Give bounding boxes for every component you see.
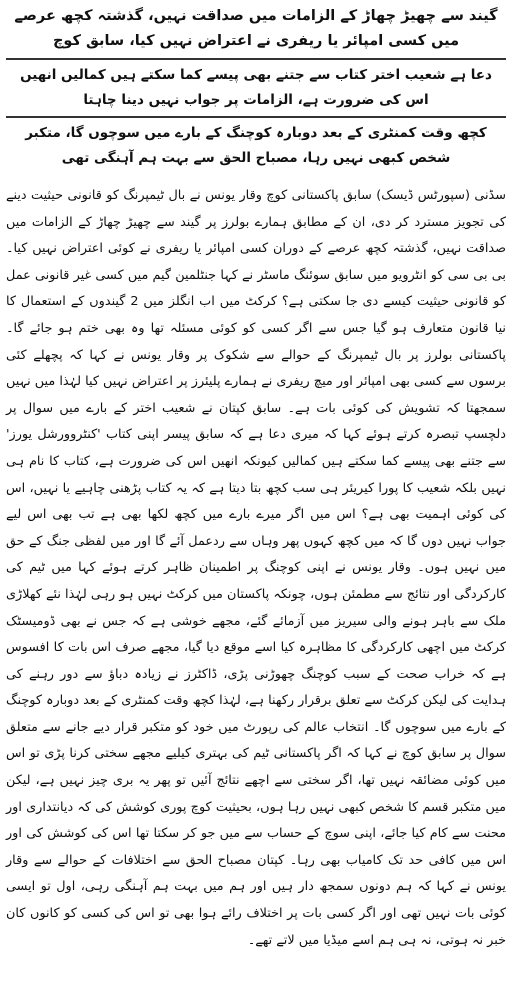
divider-2 <box>6 116 506 118</box>
headline: گیند سے چھیڑ چھاڑ کے الزامات میں صداقت نہیں، گذشتہ کچھ عرصے میں کسی امپائر یا ریفری نے اعتراض نہیں کیا، سابق کوچ <box>14 8 498 49</box>
divider-1 <box>6 58 506 60</box>
article-body <box>6 183 506 954</box>
article-paragraph: سڈنی (سپورٹس ڈیسک) سابق پاکستانی کوچ وقار یونس نے بال ٹیمپرنگ کو قانونی حیثیت دینے کی تجویز مسترد کر دی، ان کے مطابق ہمارے بولرز پر گیند سے چھیڑ چھاڑ کے الزامات میں صداقت نہیں، گذشتہ کچھ عرصے کے دوران کسی امپائر یا ریفری نے کوئی اعتراض نہیں کیا۔ بی بی سی کو انٹرویو میں سابق سوئنگ ماسٹر نے کہا جنٹلمین گیم میں کسی غیر قانونی عمل کو قانونی حیثیت کیسے دی جا سکتی ہے؟ کرکٹ میں اب انگلز میں 2 گیندوں کے استعمال کا نیا قانون متعارف ہو گیا جس سے اگر کسی کو کوئی مسئلہ تھا وہ بھی ختم ہو جائے گا۔ پاکستانی بولرز پر بال ٹیمپرنگ کے حوالے سے شکوک پر وقار یونس نے کہا کہ پچھلے کئی برسوں سے کسی بھی امپائر اور میچ ریفری نے ہمارے پلیئرز پر اعتراض نہیں کیا لہٰذا میں نہیں سمجھتا کہ تشویش کی کوئی بات ہے۔ سابق کپتان نے شعیب اختر کے بارے میں سوال پر دلچسپ تبصرہ کرتے ہوئے کہا کہ میری دعا ہے کہ سابق پیسر اپنی کتاب 'کنٹروورشل یورز' سے جتنے بھی پیسے کما سکتے ہیں کمالیں کیونکہ انھیں اس کی ضرورت ہے، کتاب کا نام ہی نہیں بلکہ شعیب کا پورا کیریئر ہی سب کچھ بتا دیتا ہے کہ یہ کتاب پڑھنی چاہیے یا نہیں، اس کی کوئی اہمیت بھی ہے؟ اس میں اگر میرے بارے میں کچھ لکھا بھی ہے تب بھی اس لیے جواب نہیں دوں گا کہ میں کچھ کہوں پھر وہاں سے ردعمل آئے گا اور میں لفظی جنگ کے حق میں نہیں ہوں۔ وقار یونس نے اپنی کوچنگ پر اطمینان ظاہر کرتے ہوئے کہا میں ٹیم کی کارکردگی اور نتائج سے مطمئن ہوں، چونکہ پاکستان میں کرکٹ نہیں ہو رہی لہٰذا نئے کھلاڑی ملک سے باہر ہونے والی سیریز میں آزمائے گئے، مجھے خوشی ہے کہ جس نے بھی ڈومیسٹک کرکٹ میں اچھی کارکردگی کا مظاہرہ کیا اسے موقع دیا گیا، مجھے صرف اس بات کا افسوس ہے کہ خراب صحت کے سبب کوچنگ چھوڑنی پڑی، ڈاکٹرز نے زیادہ دباؤ سے دور رہنے کی ہدایت کی لیکن کرکٹ سے تعلق برقرار رکھنا ہے، لہٰذا کچھ وقت کمنٹری کے بعد دوبارہ کوچنگ کے بارے میں سوچوں گا۔ انتخاب عالم کی رپورٹ میں خود کو متکبر قرار دیے جانے سے متعلق سوال پر سابق کوچ نے کہا کہ اگر پاکستانی ٹیم کی بہتری کیلیے مجھے سختی کرنا پڑی تو اس میں کوئی مضائقہ نہیں تھا، اگر سختی سے اچھے نتائج آئیں تو پھر یہ بری چیز نہیں ہے، لیکن میں متکبر قسم کا شخص کبھی نہیں رہا ہوں، بحیثیت کوچ پوری کوشش کی کہ دیانتداری اور محنت سے کام کیا جائے، اپنی سوچ کے حساب سے میں جو کر سکتا تھا اس کی کوشش کی اور اس میں کافی حد تک کامیاب بھی رہا۔ کپتان مصباح الحق سے اختلافات کے حوالے سے وقار یونس نے کہا کہ ہم دونوں سمجھ دار ہیں اور ہم میں بہت ہم آہنگی رہی، اول تو ایسی کوئی بات نہیں تھی اور اگر کسی بات پر اختلاف رائے ہوا بھی تو اس کی کسی کو کانوں کان خبر نہ ہوتی، نہ ہی ہم اسے میڈیا میں لاتے تھے۔ <box>6 188 506 948</box>
subheadline-1: دعا ہے شعیب اختر کتاب سے جتنے بھی پیسے کما سکتے ہیں کمالیں انھیں اس کی ضرورت ہے، الزامات پر جواب نہیں دینا چاہتا <box>20 67 492 108</box>
subheadline-2: کچھ وقت کمنٹری کے بعد دوبارہ کوچنگ کے بارے میں سوچوں گا، متکبر شخص کبھی نہیں رہا، مصباح الحق سے بہت ہم آہنگی تھی <box>25 125 487 166</box>
